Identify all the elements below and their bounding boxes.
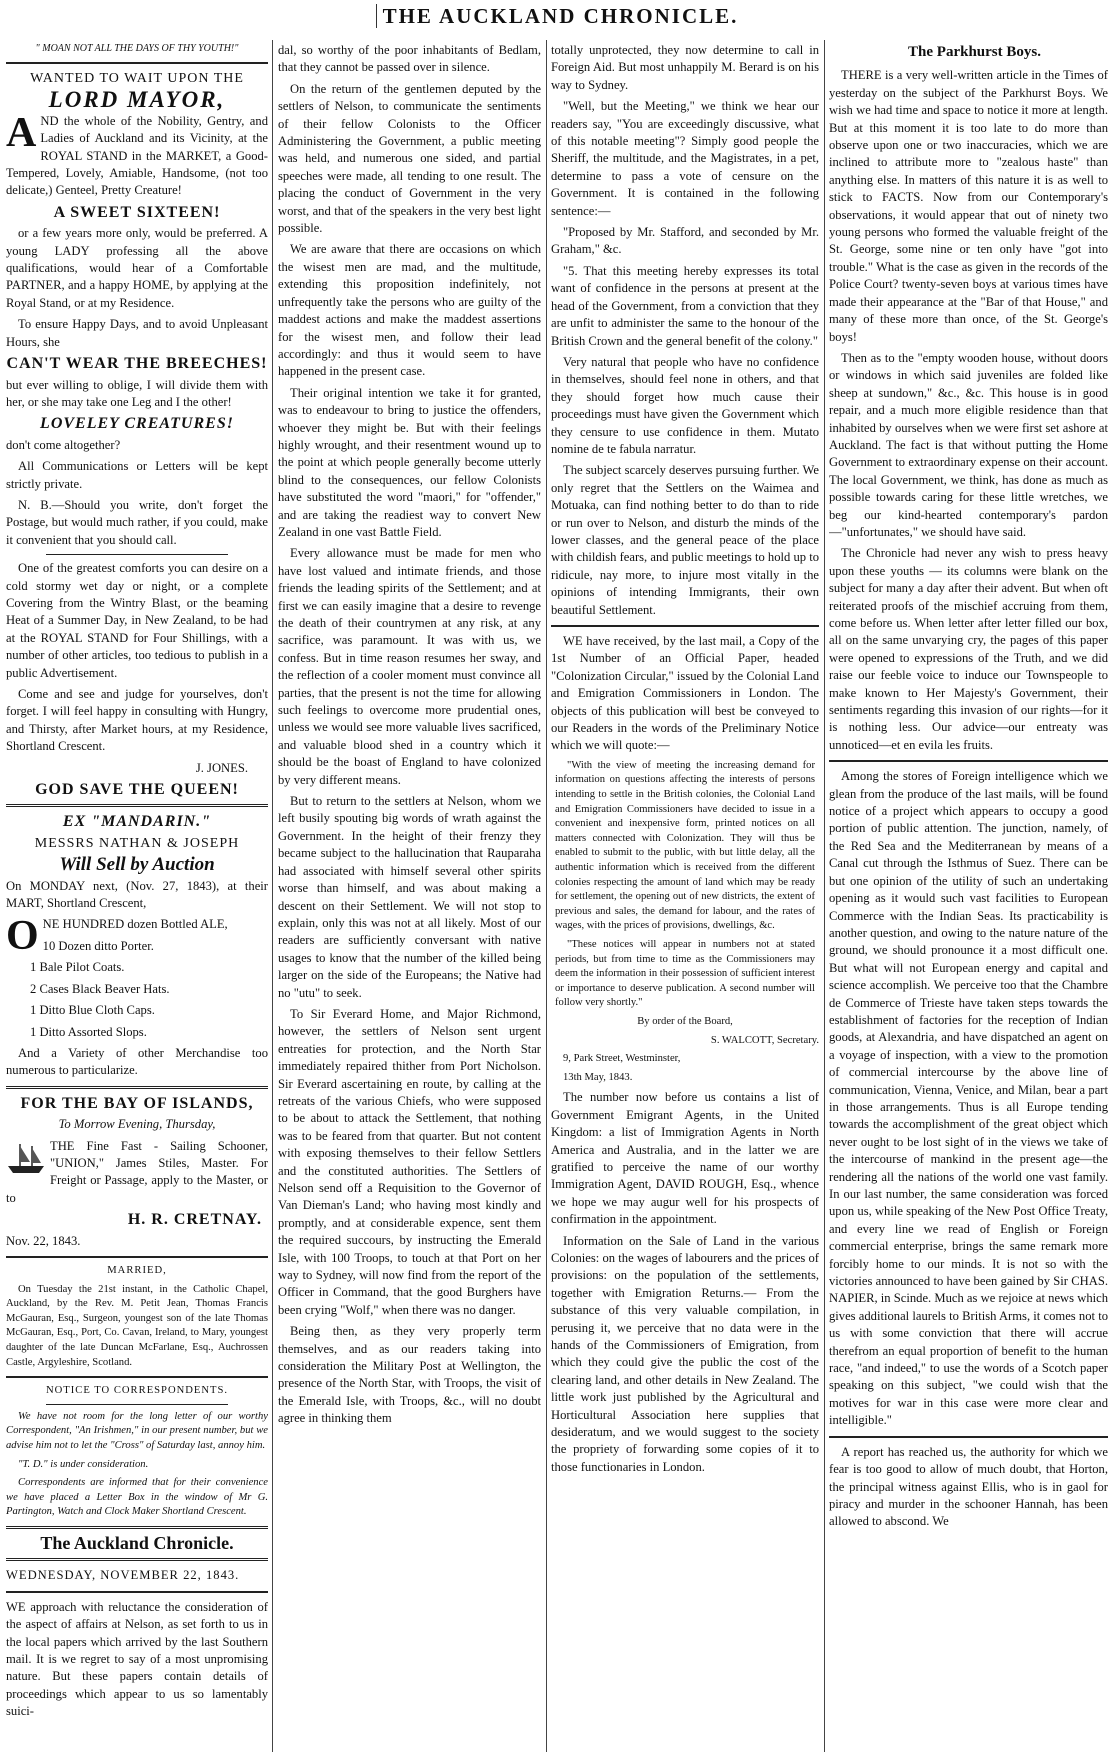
ad-text: Will Sell by Auction — [59, 854, 215, 876]
ad-text: One of the greatest comforts you can desire on a cold stormy wet day or night, or a complete Covering from the Wintry Blast, or the beaming Heat of a Summer Day, in New Zealand, to be had at the ROYAL STAND for Four Shillings, with a number of other articles, too tedious to publish in a public Advertisement. — [6, 561, 268, 680]
divider — [46, 554, 228, 555]
divider — [6, 1086, 268, 1089]
masthead-title: THE AUCKLAND CHRONICLE. — [376, 4, 739, 28]
ad-closing: GOD SAVE THE QUEEN! — [35, 781, 239, 799]
column-3 — [551, 42, 819, 1748]
list-item: 2 Cases Black Beaver Hats. — [30, 981, 170, 996]
editorial-text: WE approach with reluctance the consideration of the aspect of affairs at Nelson, as set forth to us in the local papers which arrived by the last Southern mail. It is we regret to say of a most unpromising nature. But these papers contain details of proceedings which appear to us so lamentably suici- — [6, 1599, 268, 1719]
article-text: We are aware that there are occasions on which the wisest men are mad, and the multitude, extending this proposition indefinitely, not unfrequently take the persons who are guilty of the maddest actions and make the maddest assertions for the wisest men, and follow their lead accordingly: and thus it would seem to have happened in the present case. — [278, 242, 541, 379]
motto: " MOAN NOT ALL THE DAYS OF THY YOUTH!" — [35, 43, 239, 54]
ad-text: And a Variety of other Merchandise too numerous to particularize. — [6, 1045, 268, 1078]
ad-text: Come and see and judge for yourselves, don't forget. I will feel happy in consulting with Hungry, and Thirsty, after Market hours, at my Residence, Shortland Crescent. — [6, 687, 268, 754]
ad-text: CAN'T WEAR THE BREECHES! — [6, 355, 268, 373]
article-text: Information on the Sale of Land in the various Colonies: on the wages of labourers and the prices of provisions: on the population of the settlements, together with Emigration Returns.— From the substance of this very valuable compilation, in perusing it, we perceive that no data were in the hands of the Commissioners of Emigration, from which they could give the public the cost of the clearing land, and other details in New Zealand. The little work just published by the Agricultural and Horticultural Association here supplies that desideratum, and we would suggest to the society the propriety of forwarding some copies of it to those functionaries in London. — [551, 1233, 819, 1474]
ship-icon — [6, 1140, 46, 1176]
ad-heading: FOR THE BAY OF ISLANDS, — [20, 1094, 254, 1112]
paper-title: The Auckland Chronicle. — [40, 1532, 234, 1553]
article-text: A report has reached us, the authority for which we fear is too good to allow of much doubt, that Horton, the principal witness against Ellis, who is in gaol for piracy and murder in the schooner Hannah, has been allowed to abscond. We — [829, 1444, 1108, 1529]
column-divider — [272, 40, 273, 1752]
article-text: WE have received, by the last mail, a Copy of the 1st Number of an Official Paper, headed "Colonization Circular," issued by the Colonial Land and Emigration Commissioners in London. The objects of this publication will best be conveyed to our Readers in the words of the Preliminary Notice which we will quote:— — [551, 634, 819, 753]
drop-cap: A — [6, 109, 37, 156]
section-title: The Parkhurst Boys. — [908, 44, 1041, 60]
notice-heading: NOTICE TO CORRESPONDENTS. — [45, 1385, 229, 1397]
married-text: On Tuesday the 21st instant, in the Catholic Chapel, Auckland, by the Rev. M. Petit Jean, Thomas Francis McGauran, Esq., Surgeon, youngest son of the late Thomas McGauran, Esq., Port, Co. Cavan, Ireland, to Mary, youngest daughter of the late Duncan McFarlane, Esq., Auchrossen Castle, Argyleshire, Scotland. — [6, 1283, 268, 1368]
column-divider — [824, 40, 825, 1752]
column-divider — [546, 40, 547, 1752]
signature: S. WALCOTT, Secretary. — [710, 1034, 819, 1046]
article-text: Then as to the "empty wooden house, without doors or windows in which said juveniles are folded like sheep at sundown," &c., &c. This house is in good repair, and a much more eligible residence than that inhabited by ourselves when we were first set ashore at Auckland. The fact is that without putting the Home Government to extraordinary expense on their account. The local Government, we think, has done as much as possible towards caring for these little wretches, we beg our kind-hearted contemporary's pardon—"unfortunates," we should have said. — [829, 350, 1108, 539]
married-heading: MARRIED, — [107, 1264, 167, 1276]
divider — [6, 804, 268, 807]
list-item: 1 Bale Pilot Coats. — [30, 960, 125, 975]
article-text: The number now before us contains a list of Government Emigrant Agents, in the United Kingdom: a list of Immigration Agents in North America and Australia, and in the latter we are gratified to perceive the name of our worthy Immigration Agent, DAVID ROUGH, Esq., whence we hope we may augur well for his prospects of confirmation in the appointment. — [551, 1090, 819, 1227]
ad-text: LOVELEY CREATURES! — [40, 415, 234, 433]
ad-text: A SWEET SIXTEEN! — [53, 203, 221, 221]
column-4 — [829, 42, 1108, 1748]
article-text: "Proposed by Mr. Stafford, and seconded by Mr. Graham," &c. — [551, 225, 819, 257]
notice-text: Correspondents are informed that for their convenience we have placed a Letter Box in the window of Mr G. Partington, Watch and Clock Maker Shortland Crescent. — [6, 1477, 268, 1518]
divider — [551, 625, 819, 627]
signature: J. JONES. — [195, 760, 248, 775]
ad-text: MESSRS NATHAN & JOSEPH — [34, 835, 240, 851]
address: 9, Park Street, Westminster, — [563, 1053, 681, 1065]
list-item: 1 Ditto Assorted Slops. — [30, 1024, 147, 1039]
notice-text: "T. D." is under consideration. — [18, 1458, 149, 1470]
list-item: 1 Ditto Blue Cloth Caps. — [30, 1003, 155, 1018]
masthead — [0, 4, 1114, 29]
article-text: But to return to the settlers at Nelson, whom we left busily spouting big words of wrath against the Government. In the height of their frenzy they became subject to the hallucination that Rauparaha had associated with himself several other spirits worse than himself, and was about making a descent on their Settlement. We will not stop to explain, only this was not at all likely. Most of our readers are sufficiently conversant with native usages to know that the number of the killed being larger on the side of the Europeans; the Native had no "utu" to seek. — [278, 794, 541, 1000]
article-text: The subject scarcely deserves pursuing further. We only regret that the Settlers on the Waimea and Motuaka, can find nothing better to do than to ride or run over to Nelson, and disturb the minds of the lower classes, and the general peace of the place with childish fears, and public meetings to hold up to ridicule, nay more, to injure most vitally in the opinions of intending Immigrants, their own beautiful Settlement. — [551, 463, 819, 617]
ad-text: To ensure Happy Days, and to avoid Unpleasant Hours, she — [6, 317, 268, 349]
article-text: To Sir Everard Home, and Major Richmond, however, the settlers of Nelson sent urgent entreaties for protection, and the North Star immediately repaired thither from Port Nicholson. Sir Everard ascertaining en route, by calling at the retreats of the various Chiefs, who were supposed to be about to attack the Settlement, that nothing was to be feared from that quarter. But not content with exposing themselves to their fellow Settlers and the constituted authorities. The Settlers of Nelson send off a Requisition to the Governor of Van Dieman's Land; who having most kindly and promptly, and at considerable expence, sent them the required succours, by instructing the Emerald Isle, with 100 Troops, to touch at that Port on her way to Sydney, will now find from the report of the Officer in Command, that the good Burghers have been crying "Wolf," when there was no danger. — [278, 1006, 541, 1317]
order-line: By order of the Board, — [637, 1015, 733, 1027]
article-text: Among the stores of Foreign intelligence which we glean from the produce of the last mails, will be found notice of a project which appears to occupy a good portion of public attention. The junction, namely, of the Red Sea and the Mediterranean by means of a Canal cut through the Isthmus of Suez. There can be but one opinion of the utility of such an undertaking opening as it would such vast facilities to European Commerce with the Indian Seas. Its practicability is another question, and owing to the nature nature of the ground, we should pronounce it a most difficult one. But what will not European energy and capital and science accomplish. We perceive too that the Chambre de Commerce of Trieste have taken steps towards the establishment of factories for the reception of Indian goods, at Alexandria, and have dispatched an agent on a voyage of inspection, with a view to the promotion of commercial intercourse by the above line of communication, Vienna, Venice, and Milan, bear a part in those arrangements. Thus is all Europe tending towards the accomplishment of the great object which never ought to be lost sight of in the views we take of the intercourse of mankind in the present age—the rendering all the nations of the world one vast family. In our last number, the same consideration was forced upon us, while speaking of the New Post Office Treaty, and every line we read of English or Foreign commercial enterprise, brings the same remark more forcibly home to our minds. It is not so with the victories announced to have been gained by Sir CHAS. NAPIER, in Scinde. Much as we rejoice at news which gives additional laurels to British Arms, it comes not to us with some conviction that there will accrue therefrom an equal proportion of benefit to the human race, "and indeed," to use the words of a Scotch paper speaking on this subject, "we could wish that the motives for war in this case were more clear and intelligible." — [829, 769, 1108, 1428]
drop-cap: O — [6, 913, 39, 960]
ad-text: but ever willing to oblige, I will divide them with her, or she may take one Leg and I the other! — [6, 377, 268, 409]
ad-date: Nov. 22, 1843. — [6, 1233, 81, 1248]
dateline: WEDNESDAY, NOVEMBER 22, 1843. — [6, 1568, 240, 1583]
divider — [46, 1404, 228, 1405]
notice-text: We have not room for the long letter of our worthy Correspondent, "An Irishmen," in our present number, but we advise him not to let the "Cross" of Saturday last, annoy him. — [6, 1410, 268, 1451]
ad-heading: EX "MANDARIN." — [62, 813, 212, 831]
divider — [6, 1526, 268, 1529]
article-text: Every allowance must be made for men who have lost valued and intimate friends, and those friends the leading spirits of the Settlement; and at first we can easily imagine that a desire to revenge the death of their countrymen at any risk, at any sacrifice, was paramount. It was with us, we confess. But in time reason resumes her sway, and the reflection of a cooler moment must convince all parties, that the present is not the time for allowing such feelings to overcome more prudential ones, unless we would see more valuable lives sacrificed, and valuable blood shed in a country which it should be the boast of England to have colonized by very different means. — [278, 546, 541, 787]
divider — [829, 760, 1108, 762]
ad-text: NE HUNDRED dozen Bottled ALE, — [42, 917, 228, 932]
article-text: "5. That this meeting hereby expresses its total want of confidence in the persons at present at the head of the Government, from a conviction that they are unfit to administer the same to the honour of the British Crown and the general benefit of the colony." — [551, 263, 819, 348]
ad-text: don't come altogether? — [6, 437, 121, 452]
article-text: The Chronicle had never any wish to press heavy upon these youths — its columns were blank on the subject for many a day after their advent. But when oft reiterated proofs of the mischief accruing from them, come before us. When letter after letter filled our box, all on the same unvarying cry, the pages of this paper were opened to expressions of the Truth, and we did raise our feeble voice to induce our Townspeople to make known to Her Majesty's Government, their sentiments regarding this invasion of our rights—for it is nothing less. Our advice—our entreaty was unnoticed—et en evila les fruits. — [829, 546, 1108, 752]
article-text: "Well, but the Meeting," we think we hear our readers say, "You are exceedingly discussive, what of this notable meeting"? Simply good people the Sheriff, the multitude, and the Magistrates, in a pet, determine to pass a vote of censure on the Government. It is contained in the following sentence:— — [551, 99, 819, 218]
ad-heading-lord-mayor: LORD MAYOR, — [48, 87, 226, 113]
ad-text: All Communications or Letters will be kept strictly private. — [6, 459, 268, 491]
ad-text: or a few years more only, would be preferred. A young LADY professing all the above qualifications, would hear of a Comfortable PARTNER, and a happy HOME, by applying at the Royal Stand, or at my Residence. — [6, 226, 268, 310]
ad-text: N. B.—Should you write, don't forget the Postage, but would much rather, if you could, make it convenient that you should call. — [6, 497, 268, 547]
ad-text: On MONDAY next, (Nov. 27, 1843), at their MART, Shortland Crescent, — [6, 878, 268, 911]
ad-text: ND the whole of the Nobility, Gentry, and Ladies of Auckland and its Vicinity, at the ROYAL STAND in the MARKET, a Good-Tempered, Lovely, Amiable, Handsome, (not too delicate,) Genteel, Pretty Creature! — [6, 113, 268, 198]
article-text: THERE is a very well-written article in the Times of yesterday on the subject of the Parkhurst Boys. We wish we had time and space to notice it more at length. But at this moment it is too late to do more than observe upon one or two inaccuracies, which we are inclined to attribute more to "zealous haste" than anything else. In matters of this nature it is as well to stick to FACTS. Now from our Contemporary's observations, it would appear that out of ninety two young persons who formed the valuable freight of the St. George, some nine or ten only have "got into trouble." What is the case as given in the records of the Police Court? twenty-seven boys at various times have made their appearance at the "Bar of that House," and many of these more than once, of the St. George's boys! — [829, 68, 1108, 344]
article-text: dal, so worthy of the poor inhabitants of Bedlam, that they cannot be passed over in silence. — [278, 43, 541, 75]
article-text: Being then, as they very properly term themselves, and as our readers taking into consideration the Military Post at Wellington, the presence of the North Star, with Troops, the visit of the Emerald Isle, with Troops, &c., will no doubt agree in thinking them — [278, 1324, 541, 1426]
signature: H. R. CRETNAY. — [127, 1211, 262, 1229]
article-text: On the return of the gentlemen deputed by the settlers of Nelson, to communicate the sentiments of their fellow Colonists to the Officer Administering the Government, a public meeting was held, and numerous one sided, and partial speeches were made, all tending to one result. The placing the conduct of Government in the very worst, and that of the speakers in the very best light possible. — [278, 81, 541, 236]
column-2 — [278, 42, 541, 1748]
list-item: 10 Dozen ditto Porter. — [42, 938, 154, 953]
divider — [6, 1591, 268, 1593]
divider — [6, 1256, 268, 1258]
ad-subheading: To Morrow Evening, Thursday, — [58, 1117, 216, 1132]
quoted-notice: "These notices will appear in numbers not at stated periods, but from time to time as the Commissioners may deem the information in their possession of sufficient interest or importance to deserve publication. A second number will follow very shortly." — [555, 938, 815, 1009]
divider — [829, 1436, 1108, 1438]
article-text: totally unprotected, they now determine to call in Foreign Aid. But most unhappily M. Berard is on his way to Sydney. — [551, 43, 819, 92]
ad-text: THE Fine Fast - Sailing Schooner, "UNION," James Stiles, Master. For Freight or Passage, apply to the Master, or to — [6, 1138, 268, 1205]
ad-heading: WANTED TO WAIT UPON THE — [30, 71, 244, 86]
article-text: Their original intention we take it for granted, was to endeavour to bring to justice the offenders, whoever they might be. But with their feelings highly wrought, and their resentment wound up to the point at which people generally become utterly blind to the consequences, our fellow Colonists have substituted the word "maori," for "offender," and are taking the readiest way to convert New Zealand in one vast Battle Field. — [278, 385, 541, 539]
divider — [6, 1376, 268, 1378]
divider — [6, 62, 268, 64]
divider — [6, 1558, 268, 1561]
article-text: Very natural that people who have no confidence in themselves, should feel none in others, and that they should forget how much cause their proceedings must have given the Government which they censure to use confidence in them. Mutato nomine de te fabula narratur. — [551, 354, 819, 456]
address: 13th May, 1843. — [563, 1071, 633, 1083]
column-1 — [6, 42, 268, 1748]
quoted-notice: "With the view of meeting the increasing demand for information on questions affecting the interests of persons intending to settle in the British colonies, the Colonial Land and Emigration Commissioners have decided to issue in a convenient and inexpensive form, printed notices on all matters connected with Colonization. They will thus be enabled to submit to the public, with but little delay, all the authentic information which is received from the different colonies respecting the amount of land which may be ready for settlement, the opening out of new districts, the extent of previous and sales, the demand for labour, and the rates of wages, with the prices of provisions, dwellings, &c. — [555, 759, 815, 932]
